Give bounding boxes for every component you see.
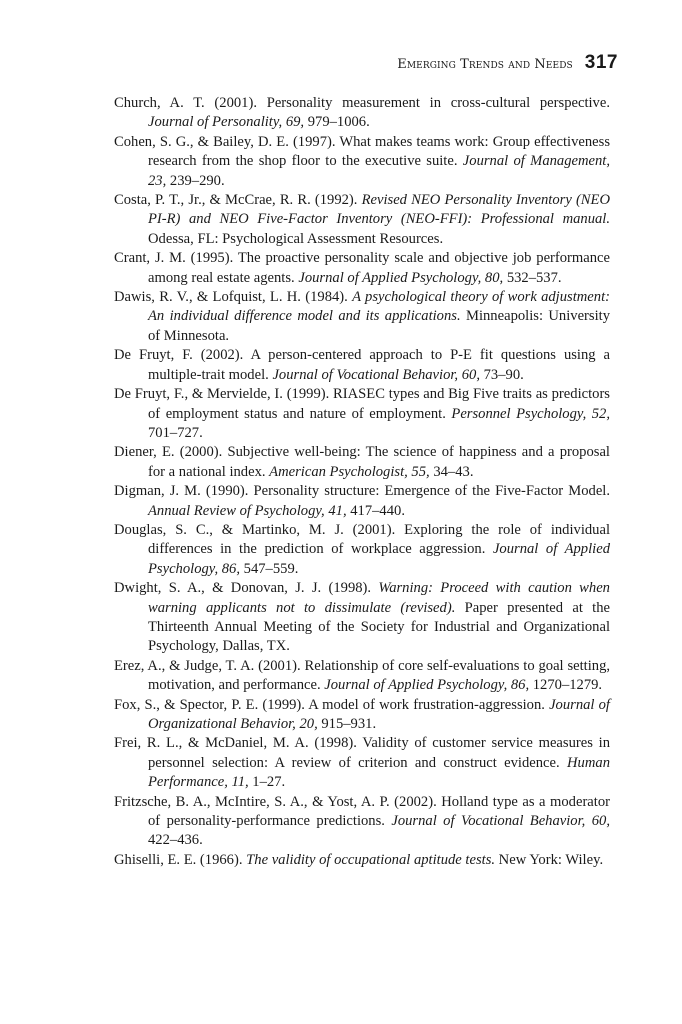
ref-pages: 417–440. [346, 502, 405, 519]
ref-authors: Cohen, S. G., & Bailey, D. E. (1997). [114, 133, 336, 150]
reference-entry [114, 793, 610, 851]
ref-pages: 1270–1279. [529, 677, 603, 694]
ref-text: The proactive personality scale and objective job performance among real estate agents. [148, 250, 611, 286]
ref-source: Journal of Organizational Behavior, 20, [148, 696, 610, 732]
ref-source: The validity of occupational aptitude tests. [246, 851, 496, 868]
ref-pages: Paper presented at the Thirteenth Annual Meeting of the Society for Industrial and Organizational Psychology, Dallas, TX. [148, 599, 610, 655]
reference-entry [114, 443, 610, 482]
ref-pages: Odessa, FL: Psychological Assessment Resources. [148, 230, 444, 247]
reference-entry [114, 696, 610, 735]
ref-authors: Frei, R. L., & McDaniel, M. A. (1998). [114, 735, 357, 752]
ref-text: Relationship of core self-evaluations to goal setting, motivation, and performance. [148, 657, 611, 694]
reference-entry [114, 385, 610, 443]
reference-entry [114, 851, 610, 870]
ref-text: Personality measurement in cross-cultural perspective. [256, 95, 610, 111]
ref-source: Revised NEO Personality Inventory (NEO PI-R) and NEO Five-Factor Inventory (NEO-FFI): Professional manual. [148, 192, 610, 228]
ref-source: Human Performance, 11, [148, 754, 610, 791]
running-head [114, 52, 618, 74]
ref-text: Subjective well-being: The science of happiness and a proposal for a national index. [148, 444, 610, 480]
ref-authors: De Fruyt, F. (2002). [114, 347, 244, 364]
ref-source: A psychological theory of work adjustment: An individual difference model and its applications. [148, 289, 610, 325]
ref-authors: Douglas, S. C., & Martinko, M. J. (2001). [114, 521, 396, 538]
ref-text: Validity of customer service measures in personnel selection: A review of criterion and construct evidence. [148, 735, 610, 771]
ref-authors: Ghiselli, E. E. (1966). [114, 851, 243, 868]
ref-text: RIASEC types and Big Five traits as predictors of employment status and nature of employment. [148, 386, 610, 422]
ref-pages: 979–1006. [304, 114, 370, 131]
reference-entry [114, 734, 610, 792]
reference-entry [114, 521, 610, 579]
ref-authors: Fox, S., & Spector, P. E. (1999). [114, 696, 305, 713]
ref-pages: 73–90. [479, 366, 524, 383]
ref-text: A model of work frustration-aggression. [304, 696, 550, 713]
reference-entry [114, 482, 610, 521]
ref-pages: Minneapolis: University of Minnesota. [148, 308, 610, 344]
reference-entry [114, 346, 610, 385]
ref-source: Journal of Vocational Behavior, 60, [272, 366, 480, 383]
reference-entry [114, 94, 610, 133]
ref-pages: 1–27. [248, 774, 286, 791]
ref-source: Warning: Proceed with caution when warning applicants not to dissimulate (revised). [148, 580, 610, 616]
ref-text: Personality structure: Emergence of the Five-Factor Model. [248, 483, 610, 500]
ref-pages: 915–931. [317, 716, 377, 732]
ref-source: Journal of Applied Psychology, 86, [148, 541, 610, 577]
ref-authors: De Fruyt, F., & Mervielde, I. (1999). [114, 386, 330, 403]
ref-source: Personnel Psychology, 52, [451, 405, 611, 422]
ref-text: Holland type as a moderator of personality-performance predictions. [148, 793, 610, 830]
reference-entry [114, 579, 610, 657]
ref-authors: Crant, J. M. (1995). [114, 250, 234, 267]
ref-source: Annual Review of Psychology, 41, [148, 502, 347, 519]
ref-source: Journal of Management, 23, [148, 153, 610, 189]
ref-authors: Church, A. T. (2001). [114, 95, 257, 111]
ref-authors: Dwight, S. A., & Donovan, J. J. (1998). [114, 580, 372, 597]
reference-entry [114, 133, 610, 191]
reference-entry [114, 191, 610, 249]
ref-pages: 701–727. [148, 424, 203, 441]
ref-source: Journal of Personality, 69, [148, 114, 305, 131]
ref-authors: Erez, A., & Judge, T. A. (2001). [114, 657, 301, 674]
ref-authors: Digman, J. M. (1990). [114, 483, 249, 500]
reference-entry [114, 249, 610, 288]
ref-authors: Dawis, R. V., & Lofquist, L. H. (1984). [114, 289, 348, 306]
ref-source: American Psychologist, 55, [269, 463, 430, 480]
ref-source: Journal of Applied Psychology, 80, [298, 269, 504, 286]
page-number: 317 [584, 52, 618, 73]
ref-pages: 239–290. [166, 172, 225, 189]
reference-entry [114, 288, 610, 346]
running-title: Emerging Trends and Needs [397, 57, 573, 72]
ref-pages: 547–559. [240, 560, 299, 577]
reference-entry [114, 657, 610, 696]
ref-pages: 532–537. [503, 269, 562, 286]
ref-text: What makes teams work: Group effectiveness research from the shop floor to the executive suite. [148, 133, 610, 170]
reference-list [114, 94, 610, 870]
ref-pages: 34–43. [429, 463, 474, 480]
ref-source: Journal of Applied Psychology, 86, [324, 677, 530, 694]
ref-authors: Diener, E. (2000). [114, 444, 223, 461]
ref-authors: Costa, P. T., Jr., & McCrae, R. R. (1992). [114, 192, 358, 209]
ref-text: Exploring the role of individual differences in the prediction of workplace aggression. [148, 521, 610, 558]
ref-text: A person-centered approach to P-E fit questions using a multiple-trait model. [148, 347, 611, 383]
ref-authors: Fritzsche, B. A., McIntire, S. A., & Yost, A. P. (2002). [114, 793, 437, 810]
ref-pages: 422–436. [148, 832, 203, 849]
ref-pages: New York: Wiley. [495, 851, 604, 868]
ref-source: Journal of Vocational Behavior, 60, [391, 813, 610, 830]
